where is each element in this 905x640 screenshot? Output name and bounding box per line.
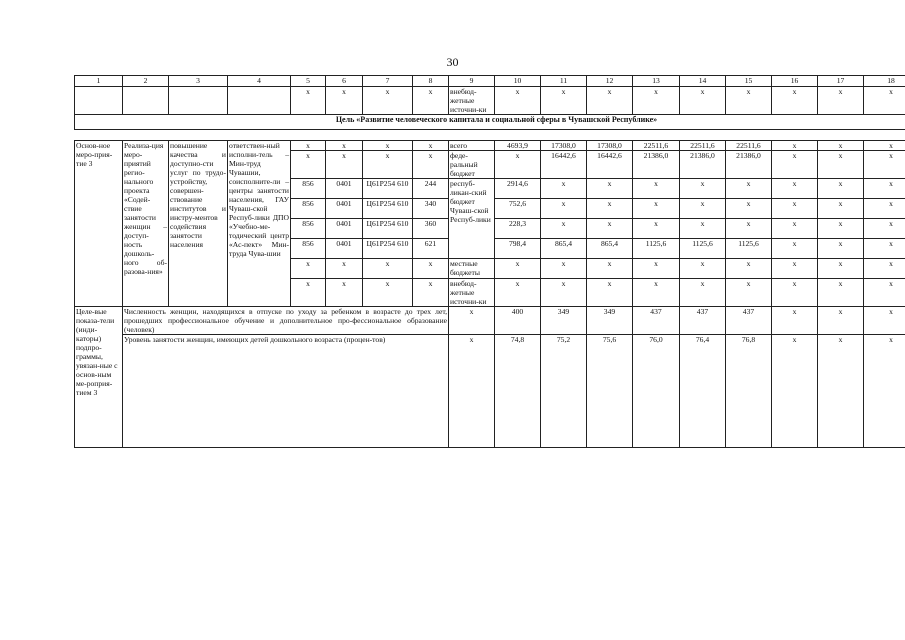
- column-number: 18: [864, 76, 905, 87]
- value-cell: х: [680, 199, 726, 219]
- value-cell: х: [495, 279, 541, 307]
- event-row: [75, 141, 905, 151]
- funding-source: всего: [449, 141, 495, 151]
- grbs-code: 856: [291, 179, 326, 199]
- section-code: х: [326, 279, 363, 307]
- indicator-value: 76,0: [633, 335, 680, 448]
- indicator-source: х: [449, 335, 495, 448]
- page-number: 30: [446, 55, 459, 69]
- spacer-row: [75, 130, 905, 141]
- value-cell: х: [772, 259, 818, 279]
- value-cell: х: [726, 179, 772, 199]
- value-cell: х: [495, 87, 541, 115]
- indicator-value: 75,2: [541, 335, 587, 448]
- column-number-row: [75, 76, 905, 87]
- value-cell: х: [818, 239, 864, 259]
- indicator-value: х: [772, 335, 818, 448]
- value-cell: х: [772, 179, 818, 199]
- column-number: 9: [449, 76, 495, 87]
- value-cell: х: [772, 199, 818, 219]
- indicator-value: 76,4: [680, 335, 726, 448]
- value-cell: х: [587, 219, 633, 239]
- empty-cell: [169, 87, 228, 115]
- value-cell: х: [633, 179, 680, 199]
- value-cell: х: [818, 259, 864, 279]
- funding-source: внебюд-жетные источни-ки: [449, 87, 495, 115]
- goal-row: [75, 115, 905, 130]
- column-number: 13: [633, 76, 680, 87]
- event-executor: ответствен-ный исполни-тель – Мин-труд Чувашии, соисполните-ли – центры занятости населения, ГАУ Чуваш-ской Респуб-лики ДПО «Учебно-ме-тодический центр «Ас-пект» Мин-труда Чува-шии: [228, 141, 291, 307]
- value-cell: х: [772, 279, 818, 307]
- value-cell: 17308,0: [587, 141, 633, 151]
- value-cell: х: [495, 151, 541, 179]
- value-cell: х: [864, 219, 905, 239]
- code-cell: х: [326, 87, 363, 115]
- value-cell: х: [680, 179, 726, 199]
- value-cell: х: [818, 219, 864, 239]
- indicator-value: 349: [587, 307, 633, 335]
- code-cell: х: [413, 87, 449, 115]
- value-cell: 21386,0: [726, 151, 772, 179]
- value-cell: 4693,9: [495, 141, 541, 151]
- value-cell: х: [772, 151, 818, 179]
- value-cell: 1125,6: [726, 239, 772, 259]
- indicator-value: 437: [726, 307, 772, 335]
- section-code: х: [326, 259, 363, 279]
- funding-source: местные бюджеты: [449, 259, 495, 279]
- empty-cell: [228, 87, 291, 115]
- value-cell: х: [587, 279, 633, 307]
- column-number: 12: [587, 76, 633, 87]
- target-article-code: х: [363, 259, 413, 279]
- empty-cell: [123, 87, 169, 115]
- column-number: 1: [75, 76, 123, 87]
- value-cell: х: [541, 179, 587, 199]
- value-cell: х: [726, 279, 772, 307]
- value-cell: х: [818, 179, 864, 199]
- column-number: 11: [541, 76, 587, 87]
- expense-type-code: 244: [413, 179, 449, 199]
- target-article-code: Ц61Р254 610: [363, 199, 413, 219]
- expense-type-code: х: [413, 141, 449, 151]
- value-cell: 1125,6: [680, 239, 726, 259]
- indicator-row: [75, 307, 905, 335]
- value-cell: 865,4: [587, 239, 633, 259]
- value-cell: х: [726, 199, 772, 219]
- value-cell: х: [726, 219, 772, 239]
- value-cell: х: [726, 259, 772, 279]
- indicator-row: [75, 335, 905, 448]
- value-cell: 16442,6: [541, 151, 587, 179]
- table-body: [75, 76, 905, 448]
- indicator-value: х: [818, 335, 864, 448]
- grbs-code: 856: [291, 219, 326, 239]
- code-cell: х: [291, 87, 326, 115]
- target-article-code: х: [363, 151, 413, 179]
- table-row-continued: [75, 87, 905, 115]
- value-cell: х: [495, 259, 541, 279]
- expense-type-code: 340: [413, 199, 449, 219]
- event-name: Реализа-ция меро-приятий регио-нального проекта «Содей-ствие занятости женщин – доступ-ность дошколь-ного об-разова-ния»: [123, 141, 169, 307]
- value-cell: х: [541, 259, 587, 279]
- spacer-cell: [75, 130, 905, 141]
- column-number: 4: [228, 76, 291, 87]
- value-cell: х: [587, 259, 633, 279]
- value-cell: 16442,6: [587, 151, 633, 179]
- value-cell: 752,6: [495, 199, 541, 219]
- target-article-code: Ц61Р254 610: [363, 179, 413, 199]
- empty-cell: [75, 87, 123, 115]
- value-cell: х: [864, 151, 905, 179]
- indicator-value: 76,8: [726, 335, 772, 448]
- section-code: 0401: [326, 179, 363, 199]
- value-cell: х: [541, 199, 587, 219]
- column-number: 7: [363, 76, 413, 87]
- grbs-code: 856: [291, 199, 326, 219]
- budget-table: [74, 75, 905, 448]
- indicator-value: 437: [633, 307, 680, 335]
- indicator-source: х: [449, 307, 495, 335]
- value-cell: х: [587, 199, 633, 219]
- indicator-value: 75,6: [587, 335, 633, 448]
- column-number: 16: [772, 76, 818, 87]
- column-number: 8: [413, 76, 449, 87]
- column-number: 17: [818, 76, 864, 87]
- value-cell: х: [772, 239, 818, 259]
- value-cell: х: [726, 87, 772, 115]
- goal-title: Цель «Развитие человеческого капитала и социальной сферы в Чувашской Республике»: [75, 115, 905, 130]
- indicator-name: Уровень занятости женщин, имеющих детей дошкольного возраста (процен-тов): [123, 335, 449, 448]
- value-cell: х: [864, 239, 905, 259]
- value-cell: х: [633, 199, 680, 219]
- indicator-value: 74,8: [495, 335, 541, 448]
- value-cell: х: [772, 141, 818, 151]
- value-cell: х: [633, 279, 680, 307]
- grbs-code: х: [291, 259, 326, 279]
- indicator-value: 400: [495, 307, 541, 335]
- value-cell: 2914,6: [495, 179, 541, 199]
- indicators-label: Целе-вые показа-тели (инди-каторы) подпро-граммы, увязан-ные с основ-ным ме-роприя-тием 3: [75, 307, 123, 448]
- column-number: 10: [495, 76, 541, 87]
- indicator-value: х: [772, 307, 818, 335]
- value-cell: х: [541, 219, 587, 239]
- indicator-value: х: [818, 307, 864, 335]
- value-cell: х: [818, 141, 864, 151]
- grbs-code: 856: [291, 239, 326, 259]
- event-number: Основ-ное меро-прия-тие 3: [75, 141, 123, 307]
- grbs-code: х: [291, 279, 326, 307]
- value-cell: 1125,6: [633, 239, 680, 259]
- value-cell: х: [587, 179, 633, 199]
- value-cell: х: [680, 87, 726, 115]
- value-cell: х: [680, 219, 726, 239]
- target-article-code: Ц61Р254 610: [363, 239, 413, 259]
- value-cell: х: [864, 259, 905, 279]
- indicator-name: Численность женщин, находящихся в отпуске по уходу за ребенком в возрасте до трех лет, прошедших профессиональное обучение и дополнительное про-фессиональное образование (человек): [124, 307, 447, 334]
- value-cell: х: [772, 87, 818, 115]
- value-cell: х: [864, 279, 905, 307]
- value-cell: х: [633, 259, 680, 279]
- value-cell: х: [818, 199, 864, 219]
- value-cell: 21386,0: [680, 151, 726, 179]
- section-code: х: [326, 141, 363, 151]
- value-cell: 17308,0: [541, 141, 587, 151]
- value-cell: 228,3: [495, 219, 541, 239]
- value-cell: х: [818, 279, 864, 307]
- section-code: 0401: [326, 219, 363, 239]
- value-cell: х: [864, 179, 905, 199]
- column-number: 15: [726, 76, 772, 87]
- value-cell: 22511,6: [633, 141, 680, 151]
- event-goal: повышение качества и доступно-сти услуг по трудо-устройству, совершен-ствование институтов и инстру-ментов содействия занятости населения: [169, 141, 228, 307]
- indicator-value: 349: [541, 307, 587, 335]
- value-cell: х: [633, 219, 680, 239]
- expense-type-code: 360: [413, 219, 449, 239]
- value-cell: х: [818, 87, 864, 115]
- value-cell: х: [864, 141, 905, 151]
- value-cell: х: [864, 199, 905, 219]
- code-cell: х: [363, 87, 413, 115]
- grbs-code: х: [291, 141, 326, 151]
- column-number: 14: [680, 76, 726, 87]
- section-code: 0401: [326, 239, 363, 259]
- value-cell: х: [864, 87, 905, 115]
- indicator-value: х: [864, 335, 905, 448]
- value-cell: х: [772, 219, 818, 239]
- value-cell: 798,4: [495, 239, 541, 259]
- expense-type-code: х: [413, 259, 449, 279]
- value-cell: х: [541, 87, 587, 115]
- expense-type-code: х: [413, 151, 449, 179]
- section-code: 0401: [326, 199, 363, 219]
- section-code: х: [326, 151, 363, 179]
- value-cell: х: [680, 259, 726, 279]
- value-cell: 22511,6: [680, 141, 726, 151]
- funding-source: внебюд-жетные источни-ки: [449, 279, 495, 307]
- target-article-code: х: [363, 141, 413, 151]
- target-article-code: х: [363, 279, 413, 307]
- expense-type-code: х: [413, 279, 449, 307]
- grbs-code: х: [291, 151, 326, 179]
- value-cell: х: [541, 279, 587, 307]
- value-cell: х: [680, 279, 726, 307]
- value-cell: 22511,6: [726, 141, 772, 151]
- indicator-value: 437: [680, 307, 726, 335]
- column-number: 3: [169, 76, 228, 87]
- indicator-value: х: [864, 307, 905, 335]
- value-cell: 865,4: [541, 239, 587, 259]
- value-cell: х: [818, 151, 864, 179]
- value-cell: 21386,0: [633, 151, 680, 179]
- column-number: 6: [326, 76, 363, 87]
- column-number: 2: [123, 76, 169, 87]
- value-cell: х: [633, 87, 680, 115]
- value-cell: х: [587, 87, 633, 115]
- expense-type-code: 621: [413, 239, 449, 259]
- column-number: 5: [291, 76, 326, 87]
- target-article-code: Ц61Р254 610: [363, 219, 413, 239]
- funding-source: респуб-ликан-ский бюджет Чуваш-ской Респуб-лики: [449, 179, 495, 259]
- funding-source: феде-ральный бюджет: [449, 151, 495, 179]
